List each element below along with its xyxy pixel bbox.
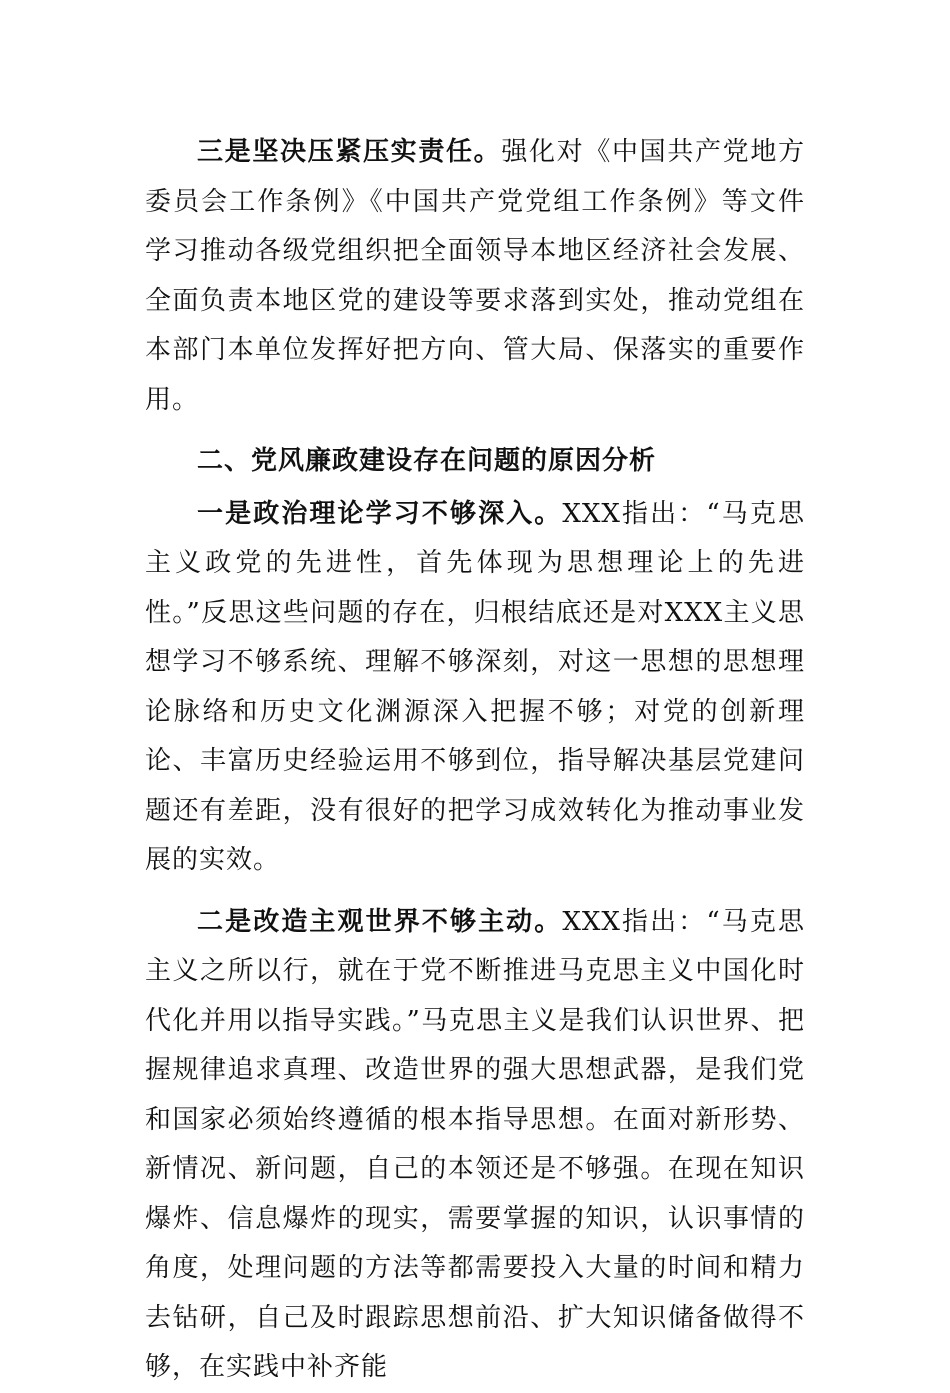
section-heading: 二、党风廉政建设存在问题的原因分析 [197, 446, 657, 476]
paragraph-lead: 二是改造主观世界不够主动。 [197, 906, 563, 937]
paragraph-responsibility [145, 128, 805, 425]
paragraph-subjective-world [145, 898, 805, 1393]
paragraph-lead: 三是坚决压紧压实责任。 [197, 137, 502, 167]
paragraph-body: 强化对《中国共产党地方委员会工作条例》《中国共产党党组工作条例》等文件学习推动各级党组织把全面领导本地区经济社会发展、全面负责本地区党的建设等要求落到实处，推动党组在本部门本单位发挥好把方向、管大局、保落实的重要作用。 [145, 137, 805, 415]
paragraph-theory-study [145, 490, 805, 886]
paragraph-body: XXX指出：“马克思主义之所以行，就在于党不断推进马克思主义中国化时代化并用以指导实践。”马克思主义是我们认识世界、把握规律追求真理、改造世界的强大思想武器，是我们党和国家必须始终遵循的根本指导思想。在面对新形势、新情况、新问题，自己的本领还是不够强。在现在知识爆炸、信息爆炸的现实，需要掌握的知识，认识事情的角度，处理问题的方法等都需要投入大量的时间和精力去钻研，自己及时跟踪思想前沿、扩大知识储备做得不够，在实践中补齐能 [145, 906, 805, 1382]
paragraph-body: XXX指出：“马克思主义政党的先进性，首先体现为思想理论上的先进性。”反思这些问题的存在，归根结底还是对XXX主义思想学习不够系统、理解不够深刻，对这一思想的思想理论脉络和历史文化渊源深入把握不够；对党的创新理论、丰富历史经验运用不够到位，指导解决基层党建问题还有差距，没有很好的把学习成效转化为推动事业发展的实效。 [145, 498, 805, 875]
document-page [145, 128, 805, 1393]
paragraph-lead: 一是政治理论学习不够深入。 [197, 498, 563, 529]
